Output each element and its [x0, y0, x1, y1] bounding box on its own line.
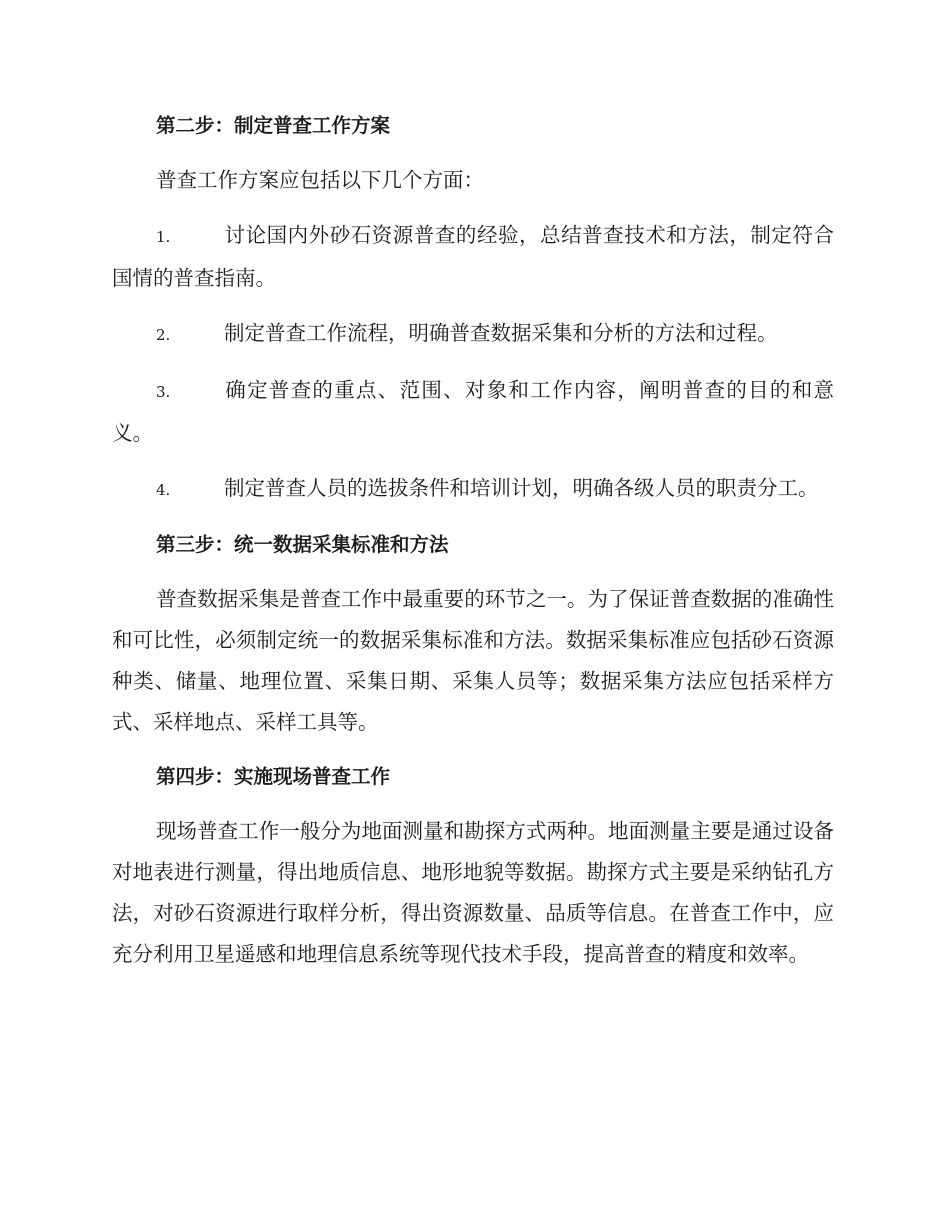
section-heading-step-3: 第三步：统一数据采集标准和方法	[156, 533, 449, 556]
list-item-number: 2.	[156, 326, 171, 344]
list-item-text: 讨论国内外砂石资源普查的经验，总结普查技术和方法，制定符合国情的普查指南。	[112, 223, 834, 290]
list-item	[112, 370, 834, 454]
section-body-paragraph: 现场普查工作一般分为地面测量和勘探方式两种。地面测量主要是通过设备对地表进行测量，得出地质信息、地形地貌等数据。勘探方式主要是采纳钻孔方法，对砂石资源进行取样分析，得出资源数量、品质等信息。在普查工作中，应充分利用卫星遥感和地理信息系统等现代技术手段，提高普查的精度和效率。	[112, 819, 834, 966]
list-item-text: 确定普查的重点、范围、对象和工作内容，阐明普查的目的和意义。	[112, 378, 834, 445]
list-item	[112, 468, 834, 511]
list-item-text: 制定普查工作流程，明确普查数据采集和分析的方法和过程。	[224, 321, 778, 345]
section-heading-step-4: 第四步：实施现场普查工作	[156, 765, 391, 788]
document-page	[112, 106, 834, 989]
list-item	[112, 313, 834, 356]
section-intro: 普查工作方案应包括以下几个方面：	[156, 168, 484, 192]
list-item-number: 1.	[156, 228, 171, 246]
section-body-paragraph: 普查数据采集是普查工作中最重要的环节之一。为了保证普查数据的准确性和可比性，必须制定统一的数据采集标准和方法。数据采集标准应包括砂石资源种类、储量、地理位置、采集日期、采集人员等；数据采集方法应包括采样方式、采样地点、采样工具等。	[112, 587, 834, 734]
list-item-number: 4.	[156, 481, 171, 499]
list-item	[112, 215, 834, 299]
section-heading-step-2: 第二步：制定普查工作方案	[156, 114, 391, 137]
list-item-text: 制定普查人员的选拔条件和培训计划，明确各级人员的职责分工。	[224, 476, 819, 500]
list-item-number: 3.	[156, 383, 171, 401]
